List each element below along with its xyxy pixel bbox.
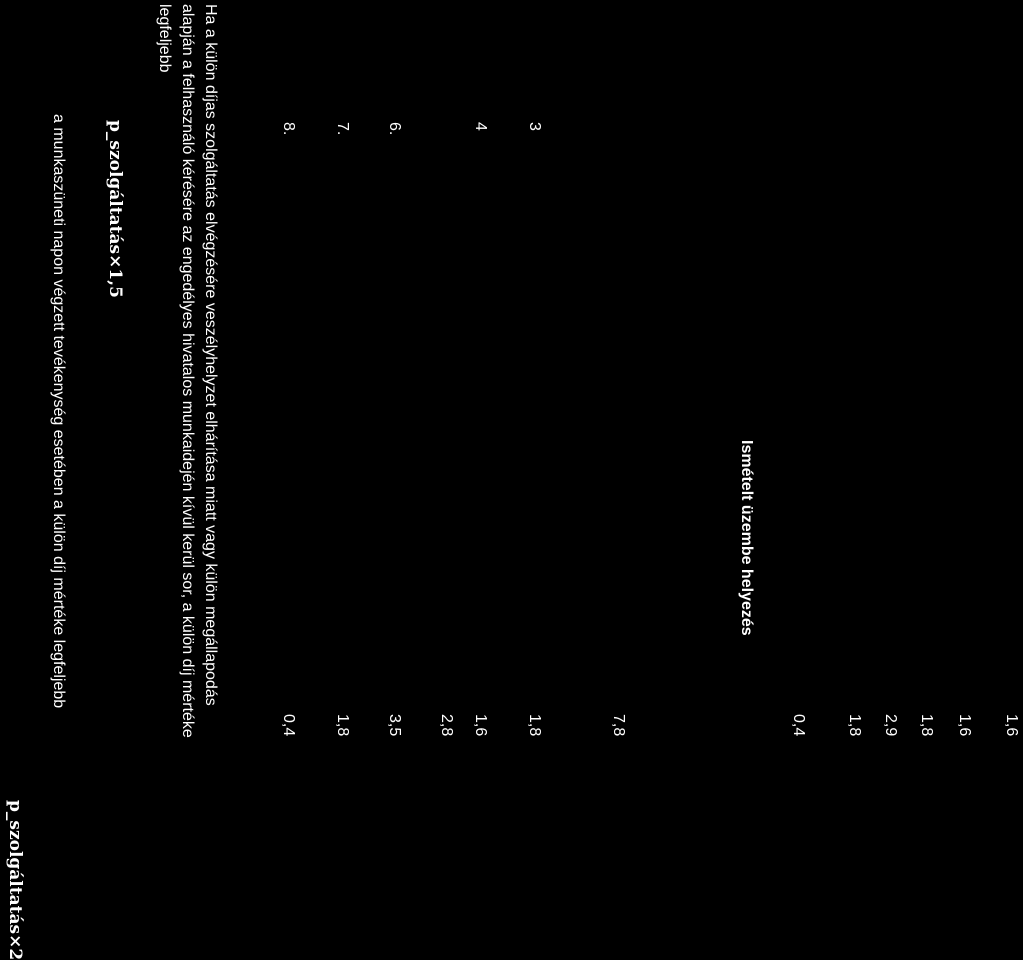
fee-value: 3,5 (386, 714, 403, 737)
out-of-hours-fee-paragraph (153, 4, 222, 738)
paragraph-line: legfeljebb (156, 4, 173, 73)
paragraph-line: Ha a külön díjas szolgáltatás elvégzésére veszélyhelyzet elhárítása miatt vagy külön megállapodás (202, 4, 219, 706)
fee-value: 2,8 (438, 714, 455, 737)
formula-service-times-two: p_szolgáltatás×2 (5, 800, 25, 960)
row-number: 6. (386, 122, 403, 136)
section-title: Ismételt üzembe helyezés (738, 440, 755, 636)
holiday-fee-note: a munkaszüneti napon végzett tevékenység esetében a külön díj mértéke legfeljebb (50, 114, 67, 709)
fee-value: 0,4 (790, 714, 807, 737)
fee-value: 1,6 (956, 714, 973, 737)
fee-value: 1,8 (918, 714, 935, 737)
fee-value: 1,6 (1003, 714, 1020, 737)
row-number: 8. (280, 122, 297, 136)
row-number: 4 (472, 122, 489, 131)
fee-value: 1,8 (846, 714, 863, 737)
row-number: 3 (526, 122, 543, 131)
fee-value: 1,8 (526, 714, 543, 737)
row-number: 7. (334, 122, 351, 136)
formula-service-times-one-and-half: p_szolgáltatás×1,5 (105, 120, 125, 298)
fee-value: 7,8 (610, 714, 627, 737)
paragraph-line: alapján a felhasználó kérésére az engedélyes hivatalos munkaidején kívül kerül sor, a külön díj mértéke (179, 4, 196, 738)
fee-value: 1,8 (334, 714, 351, 737)
fee-value: 2,9 (882, 714, 899, 737)
fee-value: 1,6 (472, 714, 489, 737)
fee-value: 0,4 (280, 714, 297, 737)
